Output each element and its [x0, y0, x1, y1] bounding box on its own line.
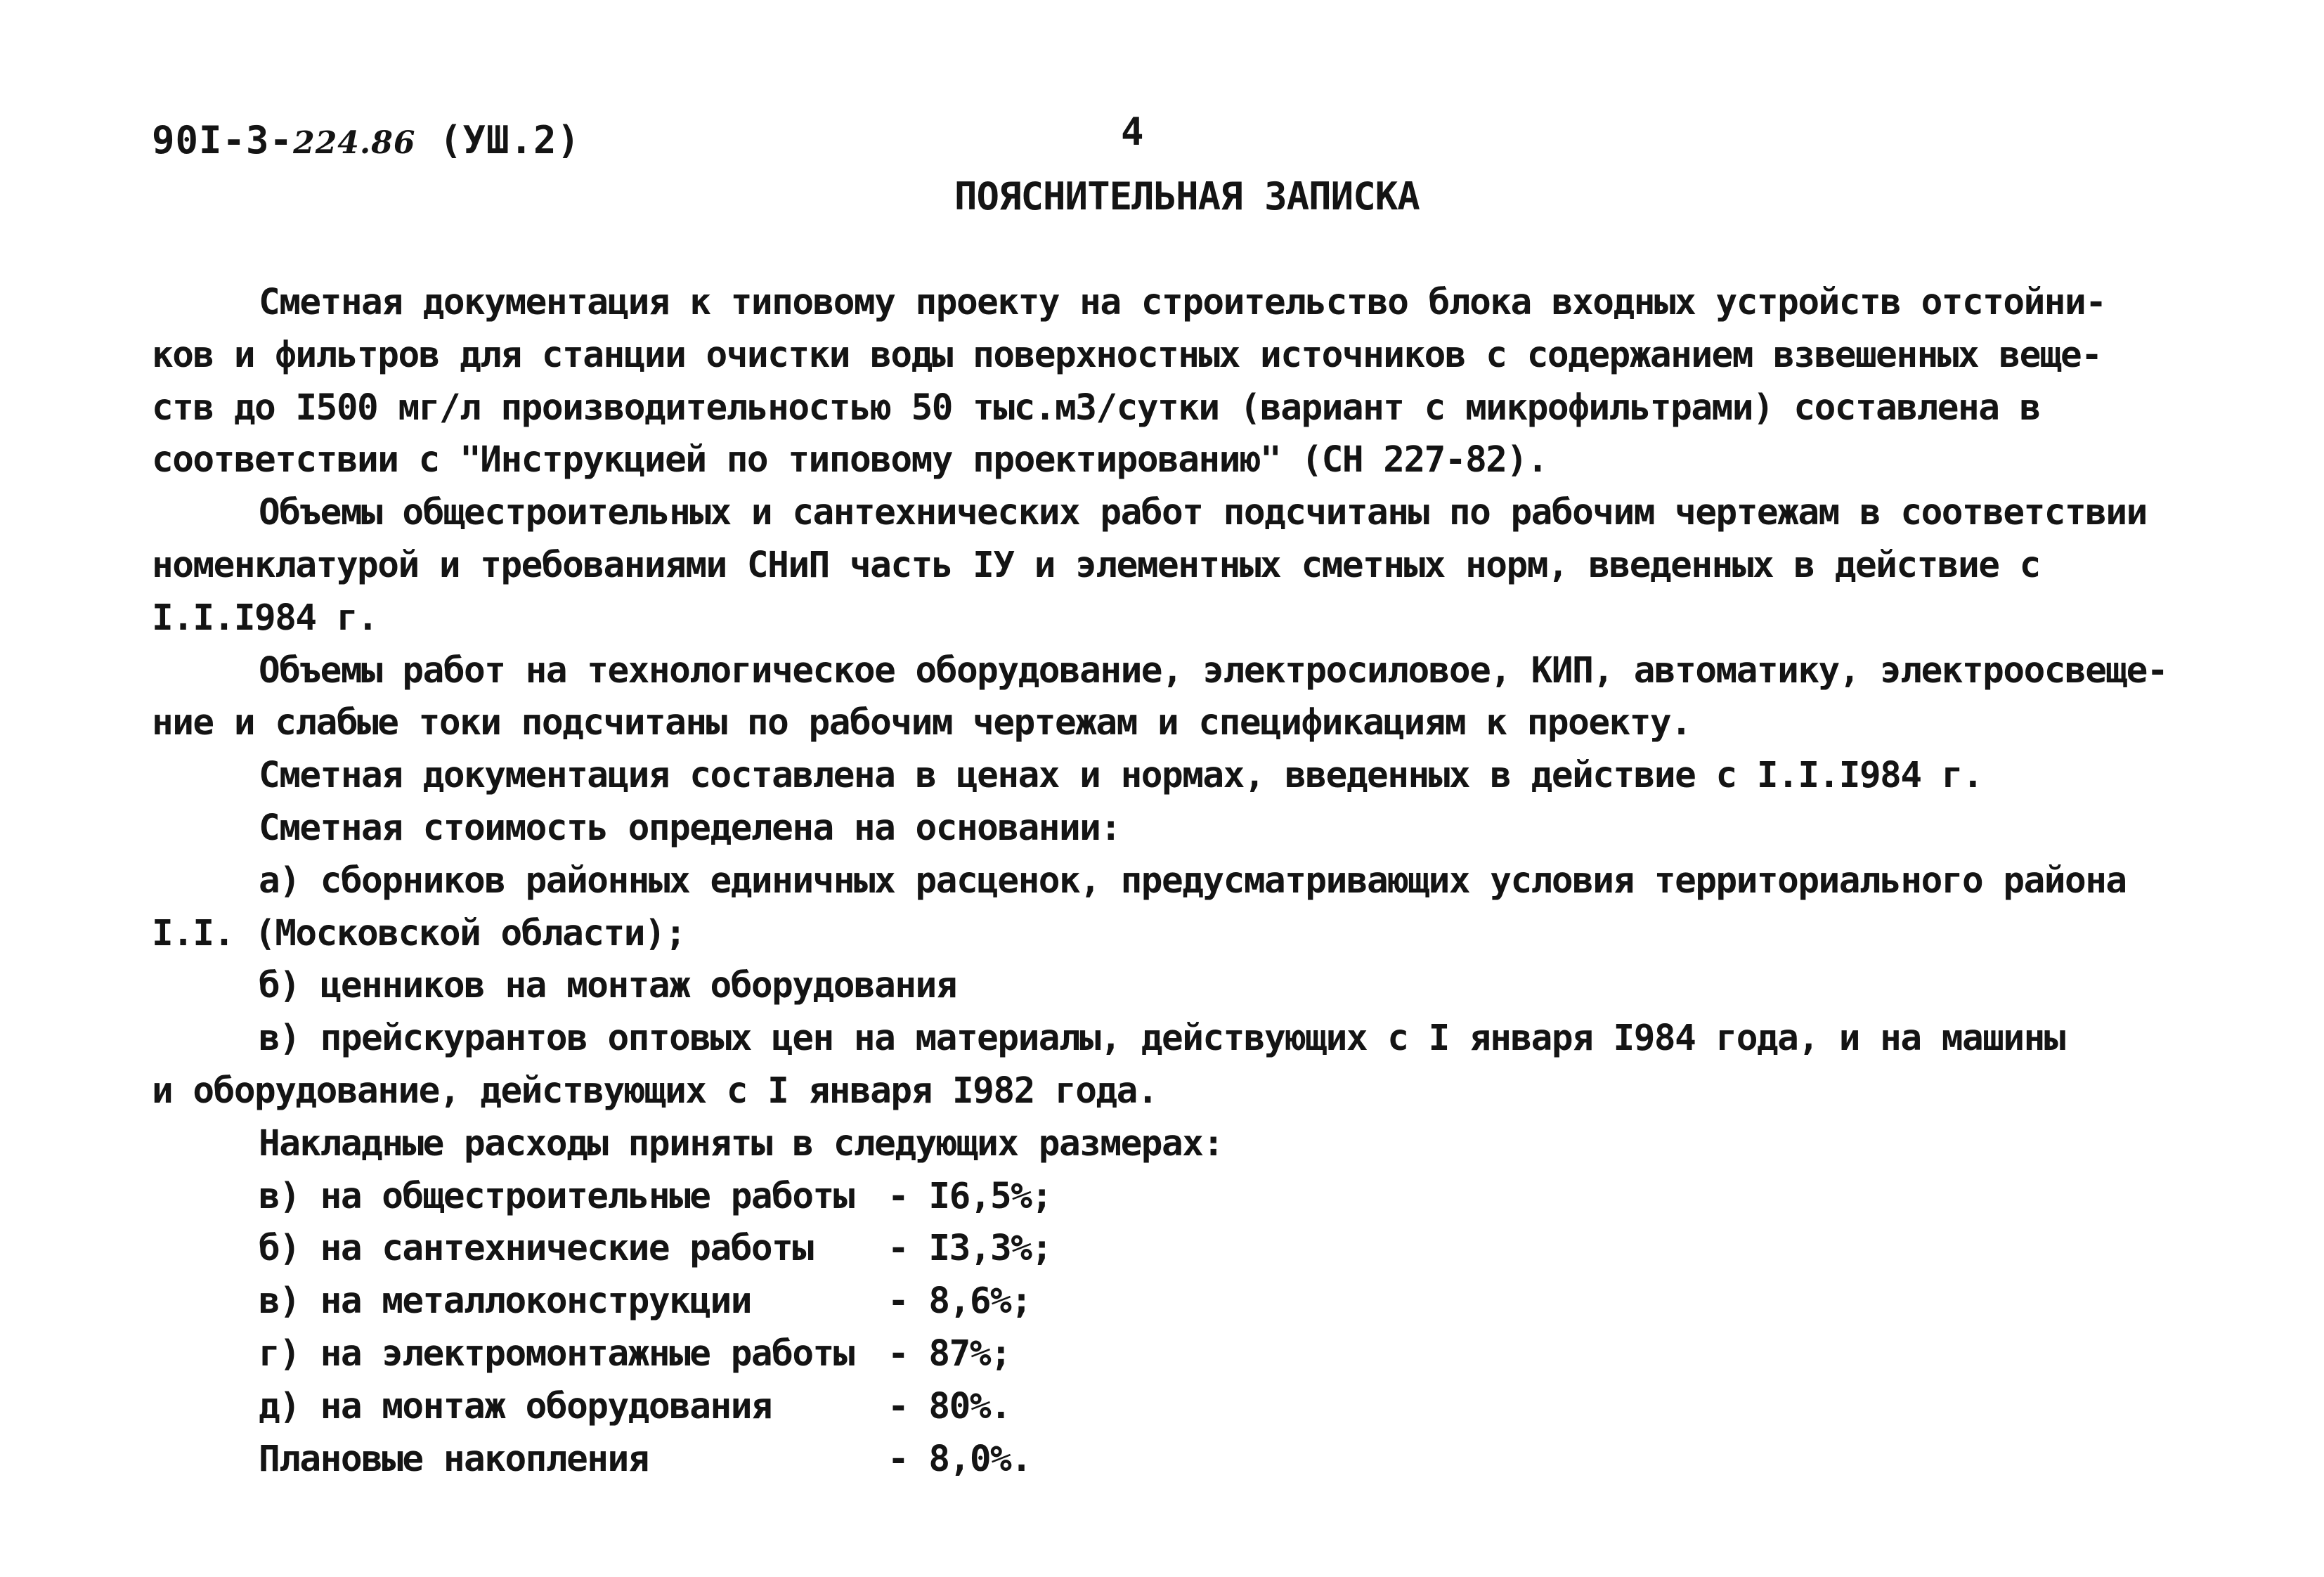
rate-row	[152, 1223, 2218, 1276]
rate-value: - I3,3%;	[888, 1228, 1052, 1270]
rate-value: - 8,0%.	[888, 1438, 1032, 1480]
rate-value: - 8,6%;	[888, 1280, 1032, 1323]
paragraph-line: Накладные расходы приняты в следующих размерах:	[259, 1122, 1223, 1164]
rate-row	[152, 1381, 2218, 1434]
rate-row	[152, 1328, 2218, 1381]
paragraph-line: Сметная стоимость определена на основании:	[259, 807, 1121, 849]
rate-row	[152, 1434, 2218, 1486]
paragraph-line: ств до I500 мг/л производительностью 50 тыс.м3/сутки (вариант с микрофильтрами) составлена в	[152, 387, 2040, 429]
document-code	[152, 112, 580, 171]
paragraph-line: ние и слабые токи подсчитаны по рабочим чертежам и спецификациям к проекту.	[152, 702, 1692, 744]
document-title: ПОЯСНИТЕЛЬНАЯ ЗАПИСКА	[954, 174, 1420, 219]
explanatory-note-body	[152, 277, 2218, 1486]
document-code-handwritten: 224.86	[293, 125, 416, 161]
list-item-line: в) прейскурантов оптовых цен на материалы, действующих с I января I984 года, и на машины	[259, 1018, 2065, 1060]
list-item-line: I.I. (Московской области);	[152, 912, 686, 954]
rate-row	[152, 1171, 2218, 1224]
rate-row	[152, 1276, 2218, 1328]
list-item-line: а) сборников районных единичных расценок, предусматривающих условия территориального района	[259, 859, 2127, 902]
paragraph-line: Сметная документация составлена в ценах и нормах, введенных в действие с I.I.I984 г.	[259, 755, 1983, 797]
rate-label: в) на металлоконструкции	[259, 1280, 751, 1323]
list-item-line: б) ценников на монтаж оборудования	[259, 965, 956, 1007]
paragraph-line: Объемы работ на технологическое оборудование, электросиловое, КИП, автоматику, электроосвеще-	[259, 649, 2168, 692]
paragraph-line: Объемы общестроительных и сантехнических работ подсчитаны по рабочим чертежам в соответствии	[259, 492, 2147, 534]
rate-label: Плановые накопления	[259, 1438, 649, 1480]
rate-value: - 87%;	[888, 1332, 1011, 1375]
rate-label: г) на электромонтажные работы	[259, 1332, 854, 1375]
document-code-suffix: (УШ.2)	[415, 118, 581, 162]
rate-value: - I6,5%;	[888, 1175, 1052, 1217]
document-code-prefix: 90I-3-	[152, 118, 294, 162]
paragraph-line: I.I.I984 г.	[152, 597, 378, 639]
rate-label: в) на общестроительные работы	[259, 1175, 854, 1217]
rate-label: д) на монтаж оборудования	[259, 1385, 772, 1427]
paragraph-line: Сметная документация к типовому проекту на строительство блока входных устройств отстойни-	[259, 282, 2106, 323]
list-item-line: и оборудование, действующих с I января I982 года.	[152, 1070, 1158, 1112]
page-number: 4	[1121, 110, 1144, 154]
paragraph-line: номенклатурой и требованиями СНиП часть IУ и элементных сметных норм, введенных в действие с	[152, 544, 2040, 586]
rate-value: - 80%.	[888, 1385, 1011, 1427]
rate-label: б) на сантехнические работы	[259, 1228, 813, 1270]
paragraph-line: соответствии с "Инструкцией по типовому проектированию" (СН 227-82).	[152, 439, 1547, 481]
paragraph-line: ков и фильтров для станции очистки воды поверхностных источников с содержанием взвешенных веще-	[152, 334, 2102, 376]
